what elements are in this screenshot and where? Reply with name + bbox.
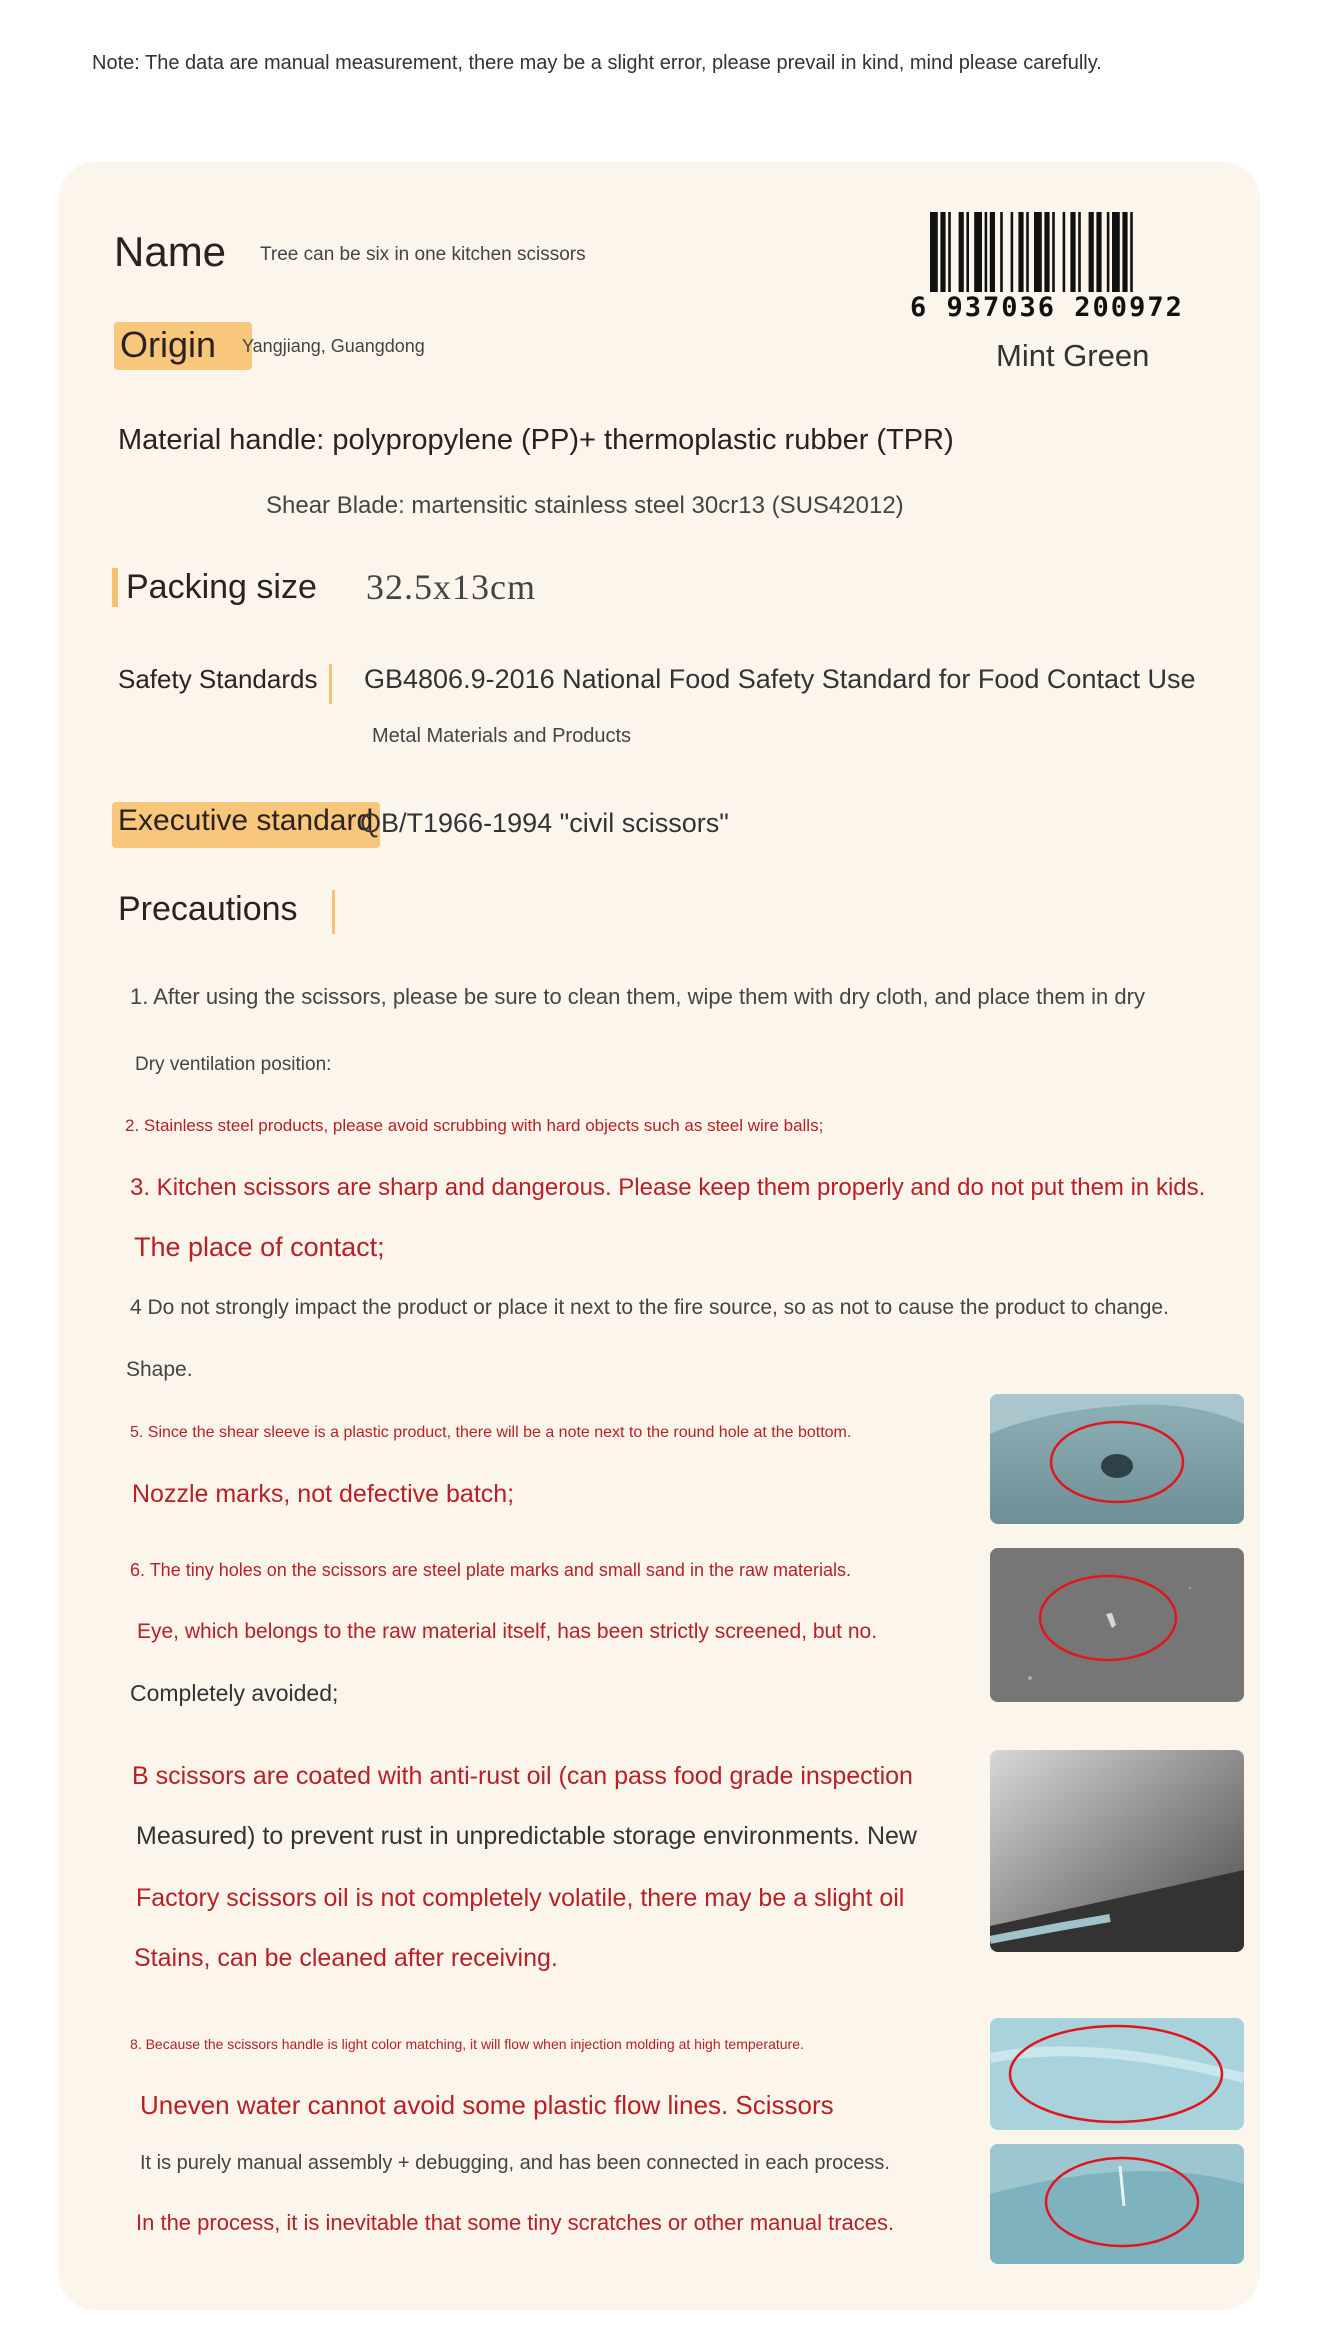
precaution-line-17: 8. Because the scissors handle is light color matching, it will flow when injection molding at high temperature. xyxy=(130,2036,804,2052)
origin-value: Yangjiang, Guangdong xyxy=(242,336,425,356)
precautions-title: Precautions xyxy=(118,890,335,934)
color-name: Mint Green xyxy=(996,338,1150,373)
precaution-line-13: B scissors are coated with anti-rust oil (can pass food grade inspection xyxy=(132,1762,913,1790)
precaution-line-15: Factory scissors oil is not completely volatile, there may be a slight oil xyxy=(136,1884,905,1912)
rust-oil-blade-photo xyxy=(990,1750,1244,1952)
origin-label: Origin xyxy=(114,322,252,370)
precaution-line-20: In the process, it is inevitable that some tiny scratches or other manual traces. xyxy=(136,2210,895,2235)
executive-label: Executive standard xyxy=(112,802,380,848)
precaution-line-3: 2. Stainless steel products, please avoid scrubbing with hard objects such as steel wire balls; xyxy=(125,1116,824,1135)
name-value: Tree can be six in one kitchen scissors xyxy=(260,244,586,265)
precaution-line-6: 4 Do not strongly impact the product or place it next to the fire source, so as not to cause the product to change. xyxy=(130,1296,1169,1319)
material-blade: Shear Blade: martensitic stainless steel 30cr13 (SUS42012) xyxy=(266,492,904,519)
name-label: Name xyxy=(114,228,227,275)
precaution-line-4: 3. Kitchen scissors are sharp and dangerous. Please keep them properly and do not put them in kids. xyxy=(130,1174,1206,1201)
executive-value: QB/T1966-1994 "civil scissors" xyxy=(360,808,729,838)
scratch-photo xyxy=(990,2144,1244,2264)
precaution-line-1: 1. After using the scissors, please be sure to clean them, wipe them with dry cloth, and place them in dry xyxy=(130,984,1145,1009)
measurement-note: Note: The data are manual measurement, there may be a slight error, please prevail in kind, mind please carefully. xyxy=(92,52,1102,74)
material-handle: Material handle: polypropylene (PP)+ thermoplastic rubber (TPR) xyxy=(118,424,954,456)
packing-value: 32.5x13cm xyxy=(366,567,536,607)
precaution-line-7: Shape. xyxy=(126,1358,193,1381)
precaution-line-19: It is purely manual assembly + debugging, and has been connected in each process. xyxy=(140,2152,890,2174)
precaution-line-8: 5. Since the shear sleeve is a plastic product, there will be a note next to the round hole at the bottom. xyxy=(130,1424,852,1441)
precaution-line-14: Measured) to prevent rust in unpredictable storage environments. New xyxy=(136,1822,917,1850)
steel-hole-photo xyxy=(990,1548,1244,1702)
safety-value: GB4806.9-2016 National Food Safety Standard for Food Contact Use xyxy=(364,664,1196,694)
barcode-digits: 6 937036 200972 xyxy=(906,292,1188,323)
safety-value-2: Metal Materials and Products xyxy=(372,725,632,747)
flow-line-photo xyxy=(990,2018,1244,2130)
precaution-line-2: Dry ventilation position: xyxy=(135,1054,332,1075)
precaution-line-11: Eye, which belongs to the raw material itself, has been strictly screened, but no. xyxy=(137,1620,878,1643)
packing-label: Packing size xyxy=(112,568,317,607)
precaution-line-5: The place of contact; xyxy=(134,1232,385,1262)
precaution-line-18: Uneven water cannot avoid some plastic flow lines. Scissors xyxy=(140,2090,834,2120)
precaution-line-16: Stains, can be cleaned after receiving. xyxy=(134,1944,558,1972)
precaution-line-12: Completely avoided; xyxy=(130,1680,339,1706)
precaution-line-9: Nozzle marks, not defective batch; xyxy=(132,1480,515,1508)
safety-label: Safety Standards xyxy=(118,664,332,704)
precaution-line-10: 6. The tiny holes on the scissors are steel plate marks and small sand in the raw materials. xyxy=(130,1560,852,1580)
nozzle-mark-photo xyxy=(990,1394,1244,1524)
